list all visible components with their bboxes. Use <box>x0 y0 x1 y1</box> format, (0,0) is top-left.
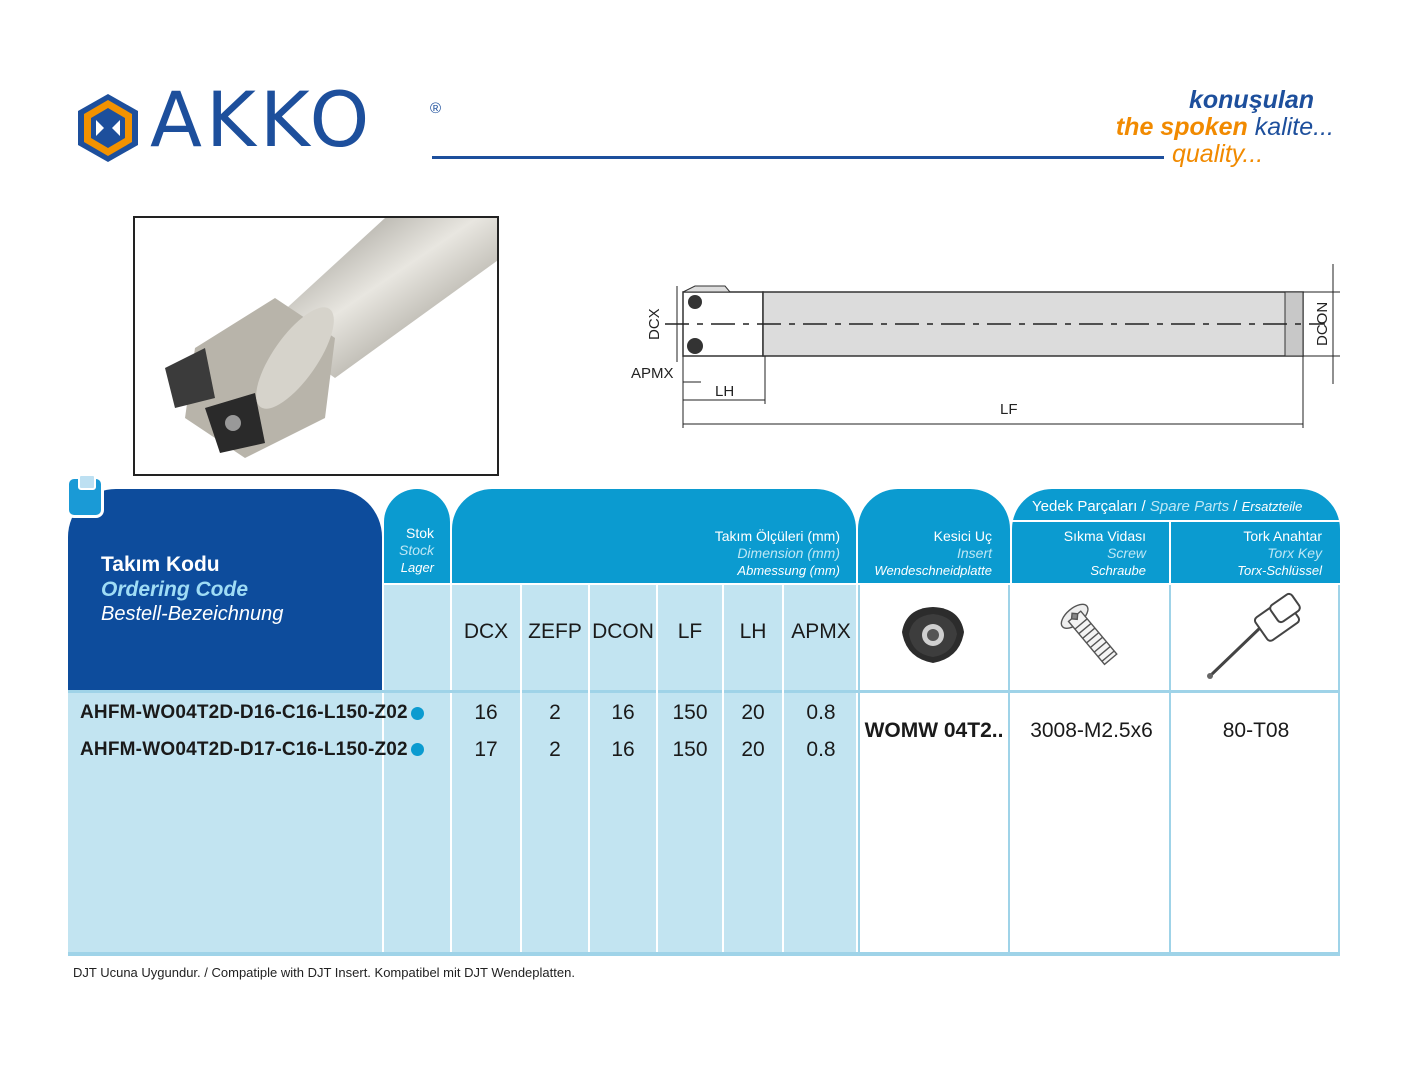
col-zefp: ZEFP <box>528 620 582 643</box>
ordering-code-title-tr: Takım Kodu <box>101 553 220 576</box>
slogan-line-2 <box>1116 113 1334 142</box>
table-cell: 2 <box>549 701 561 724</box>
col-dcx: DCX <box>463 620 509 643</box>
slogan-kalite: kalite... <box>1254 113 1334 141</box>
lh-label: LH <box>715 383 735 400</box>
spare-sep-1: / <box>1137 498 1150 515</box>
stock-header-text <box>384 525 434 576</box>
key-tr: Tork Anahtar <box>1243 528 1322 544</box>
spare-en: Spare Parts <box>1149 498 1230 515</box>
slogan-line-1: konuşulan <box>1188 86 1314 114</box>
ordering-code-title-en: Ordering Code <box>101 578 249 601</box>
stock-available-dot <box>411 707 424 720</box>
code-body <box>68 692 382 954</box>
table-cell: 20 <box>741 738 765 761</box>
header-row-rule <box>384 583 1340 585</box>
col-dcon: DCON <box>592 620 654 643</box>
table-bottom-rule <box>68 952 1340 956</box>
stock-body <box>384 585 450 954</box>
lf-label: LF <box>1000 401 1018 418</box>
col-apmx: APMX <box>791 620 851 643</box>
screw-en: Screw <box>1107 545 1146 561</box>
table-cell: 20 <box>741 701 765 724</box>
torx-key-icon <box>1200 590 1320 684</box>
col-lh: LH <box>739 620 767 643</box>
stock-en: Stock <box>398 542 434 558</box>
screw-tr: Sıkma Vidası <box>1063 528 1146 544</box>
footer-note: DJT Ucuna Uygundur. / Compatiple with DJT Insert. Kompatibel mit DJT Wendeplatten. <box>73 965 575 980</box>
stock-available-dot <box>411 743 424 756</box>
ordering-code-title-de: Bestell-Bezeichnung <box>101 603 284 625</box>
key-code: 80-T08 <box>1222 719 1290 742</box>
key-de: Torx-Schlüssel <box>1237 563 1322 578</box>
table-cell: 16 <box>611 701 635 724</box>
table-cell: 17 <box>474 738 498 761</box>
header-rule <box>432 156 1164 159</box>
screw-code: 3008-M2.5x6 <box>1030 719 1153 742</box>
spare-parts-title <box>1032 498 1302 515</box>
table-cell: 16 <box>474 701 498 724</box>
spare-de: Ersatzteile <box>1241 499 1303 514</box>
insert-code: WOMW 04T2.. <box>864 719 1004 742</box>
slogan-line-3: quality... <box>1172 140 1264 168</box>
data-row-rule <box>68 690 1340 693</box>
dimension-en: Dimension (mm) <box>737 545 840 561</box>
insert-de: Wendeschneidplatte <box>874 563 992 578</box>
table-row-code: AHFM-WO04T2D-D16-C16-L150-Z02 <box>80 702 408 723</box>
spare-header-divider <box>1169 520 1171 583</box>
dimension-tr: Takım Ölçüleri (mm) <box>714 528 840 544</box>
col-lf: LF <box>677 620 703 643</box>
table-cell: 2 <box>549 738 561 761</box>
apmx-label: APMX <box>631 365 674 382</box>
table-row-code: AHFM-WO04T2D-D17-C16-L150-Z02 <box>80 739 408 760</box>
dimension-de: Abmessung (mm) <box>737 563 840 578</box>
brand-name: AKKO <box>150 75 374 164</box>
insert-tr: Kesici Uç <box>933 528 992 544</box>
insert-icon <box>898 604 968 666</box>
stock-tr: Stok <box>405 525 434 541</box>
akko-logo-icon <box>72 92 144 164</box>
technical-drawing <box>625 258 1345 438</box>
dimension-header-text <box>452 528 840 579</box>
spare-divider <box>1012 520 1340 522</box>
slogan-highlight: the spoken <box>1115 113 1248 141</box>
stock-de: Lager <box>400 560 434 575</box>
screw-icon <box>1052 598 1132 676</box>
table-cell: 150 <box>672 701 708 724</box>
table-cell: 0.8 <box>806 738 836 761</box>
table-cell: 150 <box>672 738 708 761</box>
tab-icon-inner <box>78 474 96 490</box>
spare-body-divider <box>1169 585 1171 952</box>
insert-en: Insert <box>956 545 992 561</box>
key-header-text <box>1172 528 1322 579</box>
table-cell: 16 <box>611 738 635 761</box>
screw-header-text <box>1012 528 1146 579</box>
spare-sep-2: / <box>1229 498 1242 515</box>
screw-de: Schraube <box>1090 563 1146 578</box>
registered-mark: ® <box>430 100 442 117</box>
end-mill-illustration <box>135 218 499 476</box>
dcx-label: DCX <box>646 308 663 340</box>
product-photo <box>133 216 499 476</box>
insert-header-text <box>858 528 992 579</box>
key-en: Torx Key <box>1267 545 1322 561</box>
table-cell: 0.8 <box>806 701 836 724</box>
spare-tr: Yedek Parçaları <box>1032 498 1138 515</box>
dcon-label: DCON <box>1314 301 1331 346</box>
